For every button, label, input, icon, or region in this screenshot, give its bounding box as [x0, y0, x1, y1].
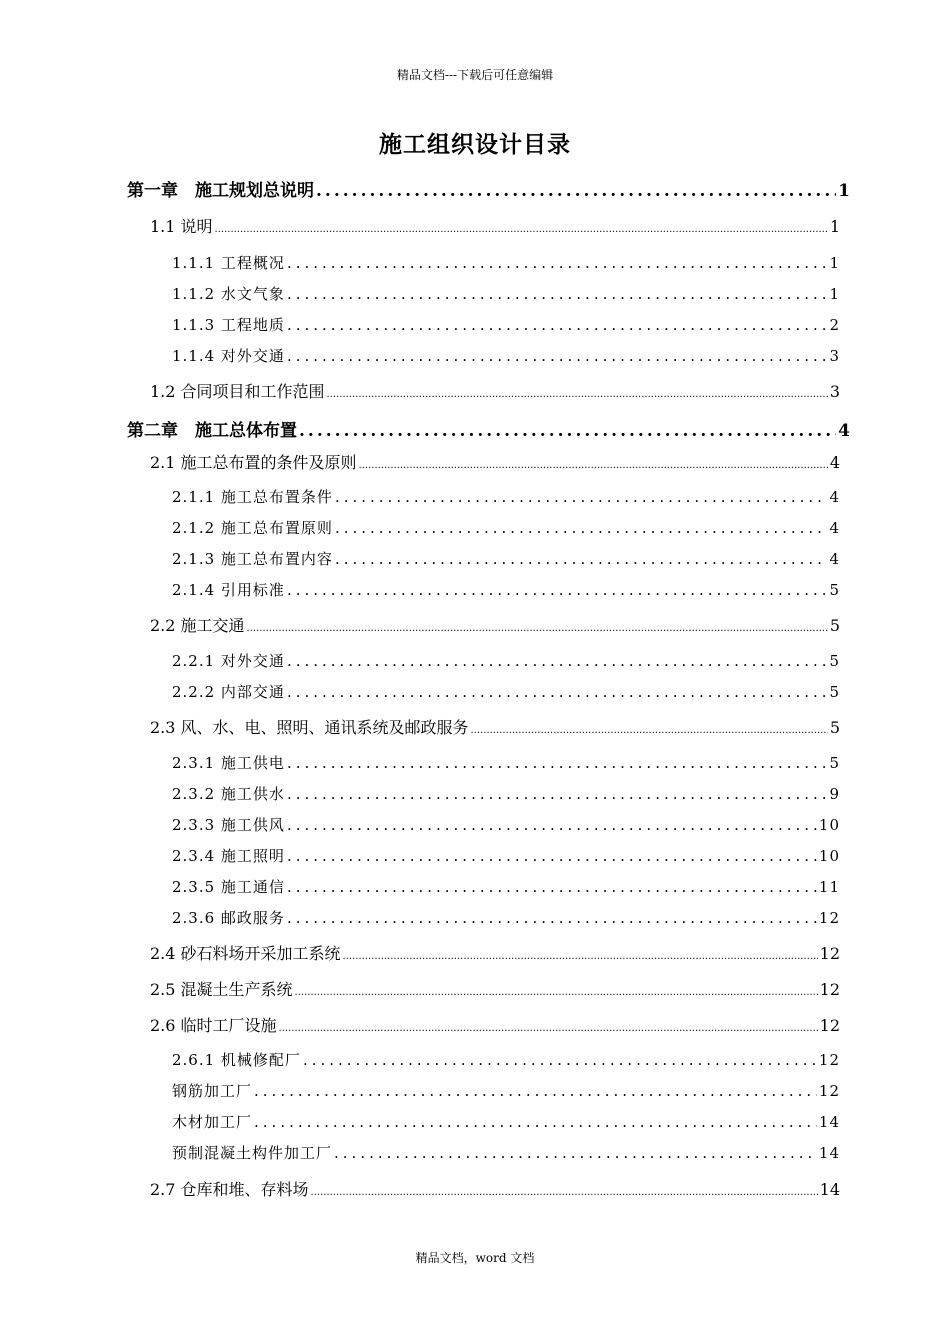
toc-entry[interactable]: [150, 613, 840, 639]
toc-entry-label: 2.3.1 施工供电: [172, 754, 285, 772]
toc-entry[interactable]: [172, 1080, 840, 1104]
toc-entry-label: 2.1.4 引用标准: [172, 581, 285, 599]
toc-entry-label: 2.2 施工交通: [150, 616, 245, 635]
toc-leader: [287, 581, 828, 599]
toc-entry-page: 5: [829, 718, 840, 737]
toc-entry-label: 2.3 风、水、电、照明、通讯系统及邮政服务: [150, 718, 469, 737]
toc-entry-label: 2.1 施工总布置的条件及原则: [150, 453, 357, 472]
toc-entry-page: 4: [829, 550, 840, 568]
toc-entry-page: 1: [829, 285, 840, 303]
toc-entry-page: 5: [829, 652, 840, 670]
toc-entry[interactable]: [150, 715, 840, 741]
toc-entry-label: 1.1.4 对外交通: [172, 347, 285, 365]
toc-entry[interactable]: [172, 907, 840, 931]
toc-leader: [287, 878, 817, 896]
toc-entry[interactable]: [127, 416, 850, 442]
toc-entry-label: 2.7 仓库和堆、存料场: [150, 1180, 309, 1199]
toc-entry-label: 2.3.3 施工供风: [172, 816, 285, 834]
toc-entry[interactable]: [172, 814, 840, 838]
toc-entry[interactable]: [172, 314, 840, 338]
toc-leader: [287, 785, 828, 803]
toc-entry[interactable]: [150, 941, 840, 967]
toc-entry-page: 14: [818, 1144, 840, 1162]
toc-entry[interactable]: [172, 548, 840, 572]
toc-entry-label: 钢筋加工厂: [172, 1082, 253, 1100]
page-footer: 精品文档，word 文档: [415, 1251, 535, 1265]
page-header: 精品文档---下载后可任意编辑: [396, 68, 554, 82]
toc-entry-label: 1.1.3 工程地质: [172, 316, 285, 334]
toc-entry-label: 第二章 施工总体布置: [127, 421, 297, 441]
toc-entry-page: 5: [829, 754, 840, 772]
toc-leader: [303, 1051, 817, 1069]
toc-entry[interactable]: [172, 1111, 840, 1135]
toc-entry-label: 2.3.6 邮政服务: [172, 909, 285, 927]
toc-entry-page: 9: [829, 785, 840, 803]
toc-leader: [299, 421, 836, 441]
toc-entry[interactable]: [172, 681, 840, 705]
toc-entry-page: 11: [818, 878, 840, 896]
toc-entry[interactable]: [150, 1013, 840, 1039]
toc-leader: [287, 683, 828, 701]
toc-entry-label: 2.3.2 施工供水: [172, 785, 285, 803]
toc-entry[interactable]: [172, 783, 840, 807]
toc-entry[interactable]: [172, 283, 840, 307]
toc-leader: [287, 254, 828, 272]
toc-entry-page: 12: [819, 1016, 840, 1035]
toc-entry[interactable]: [150, 214, 840, 240]
toc-entry-label: 2.1.3 施工总布置内容: [172, 550, 333, 568]
toc-leader: [287, 316, 828, 334]
toc-entry-page: 3: [829, 347, 840, 365]
toc-entry[interactable]: [172, 1142, 840, 1166]
toc-entry-page: 1: [829, 217, 840, 236]
toc-entry-label: 木材加工厂: [172, 1113, 253, 1131]
toc-leader: [327, 389, 828, 400]
toc-leader: [287, 816, 817, 834]
toc-leader: [247, 623, 828, 634]
toc-leader: [343, 951, 818, 962]
toc-entry-label: 2.3.5 施工通信: [172, 878, 285, 896]
toc-entry-page: 1: [838, 181, 850, 201]
toc-entry-page: 5: [829, 616, 840, 635]
toc-entry-label: 2.1.1 施工总布置条件: [172, 488, 333, 506]
toc-entry-page: 5: [829, 683, 840, 701]
toc-leader: [287, 285, 828, 303]
toc-entry-page: 12: [819, 980, 840, 999]
toc-entry[interactable]: [127, 176, 850, 202]
toc-leader: [254, 1113, 817, 1131]
toc-entry-page: 4: [838, 421, 850, 441]
toc-leader: [287, 754, 828, 772]
toc-entry-label: 2.2.1 对外交通: [172, 652, 285, 670]
toc-leader: [287, 847, 817, 865]
toc-entry-label: 1.2 合同项目和工作范围: [150, 382, 325, 401]
toc-leader: [335, 519, 828, 537]
toc-entry-label: 1.1 说明: [150, 217, 213, 236]
toc-entry[interactable]: [150, 450, 840, 476]
toc-leader: [359, 460, 828, 471]
toc-entry[interactable]: [172, 1049, 840, 1073]
toc-entry[interactable]: [150, 1177, 840, 1203]
toc-entry-label: 2.6 临时工厂设施: [150, 1016, 277, 1035]
toc-entry-page: 14: [818, 1113, 840, 1131]
toc-leader: [311, 1187, 818, 1198]
toc-entry-label: 2.3.4 施工照明: [172, 847, 285, 865]
toc-entry[interactable]: [172, 486, 840, 510]
toc-entry[interactable]: [172, 752, 840, 776]
toc-entry[interactable]: [150, 977, 840, 1003]
toc-leader: [471, 725, 828, 736]
toc-entry-page: 10: [818, 816, 840, 834]
toc-entry-page: 4: [829, 519, 840, 537]
toc-leader: [287, 652, 828, 670]
toc-entry-page: 4: [829, 453, 840, 472]
toc-leader: [287, 347, 828, 365]
toc-leader: [287, 909, 817, 927]
toc-entry-label: 1.1.2 水文气象: [172, 285, 285, 303]
toc-entry-page: 2: [829, 316, 840, 334]
toc-entry[interactable]: [172, 345, 840, 369]
toc-entry[interactable]: [172, 876, 840, 900]
toc-leader: [335, 550, 828, 568]
toc-entry-label: 2.2.2 内部交通: [172, 683, 285, 701]
toc-entry-page: 12: [818, 909, 840, 927]
toc-entry-label: 2.5 混凝土生产系统: [150, 980, 293, 999]
toc-leader: [215, 224, 828, 235]
toc-leader: [254, 1082, 817, 1100]
toc-entry[interactable]: [172, 517, 840, 541]
toc-entry[interactable]: [172, 252, 840, 276]
toc-entry-label: 1.1.1 工程概况: [172, 254, 285, 272]
toc-entry-label: 2.6.1 机械修配厂: [172, 1051, 301, 1069]
toc-entry-label: 预制混凝土构件加工厂: [172, 1144, 333, 1162]
toc-entry-page: 10: [818, 847, 840, 865]
toc-leader: [334, 1144, 817, 1162]
toc-leader: [279, 1023, 818, 1034]
toc-entry[interactable]: [172, 845, 840, 869]
toc-entry-page: 12: [818, 1082, 840, 1100]
toc-entry-page: 3: [829, 382, 840, 401]
toc-entry-page: 14: [819, 1180, 840, 1199]
toc-leader: [316, 181, 836, 201]
toc-entry-page: 4: [829, 488, 840, 506]
toc-entry[interactable]: [150, 379, 840, 405]
toc-entry-label: 第一章 施工规划总说明: [127, 181, 314, 201]
toc-entry[interactable]: [172, 579, 840, 603]
toc-entry-page: 5: [829, 581, 840, 599]
toc-entry-label: 2.4 砂石料场开采加工系统: [150, 944, 341, 963]
toc-entry-label: 2.1.2 施工总布置原则: [172, 519, 333, 537]
toc-entry[interactable]: [172, 650, 840, 674]
toc-entry-page: 1: [829, 254, 840, 272]
toc-entry-page: 12: [818, 1051, 840, 1069]
toc-entry-page: 12: [819, 944, 840, 963]
toc-leader: [295, 987, 818, 998]
toc-leader: [335, 488, 828, 506]
document-title: 施工组织设计目录: [379, 131, 571, 158]
